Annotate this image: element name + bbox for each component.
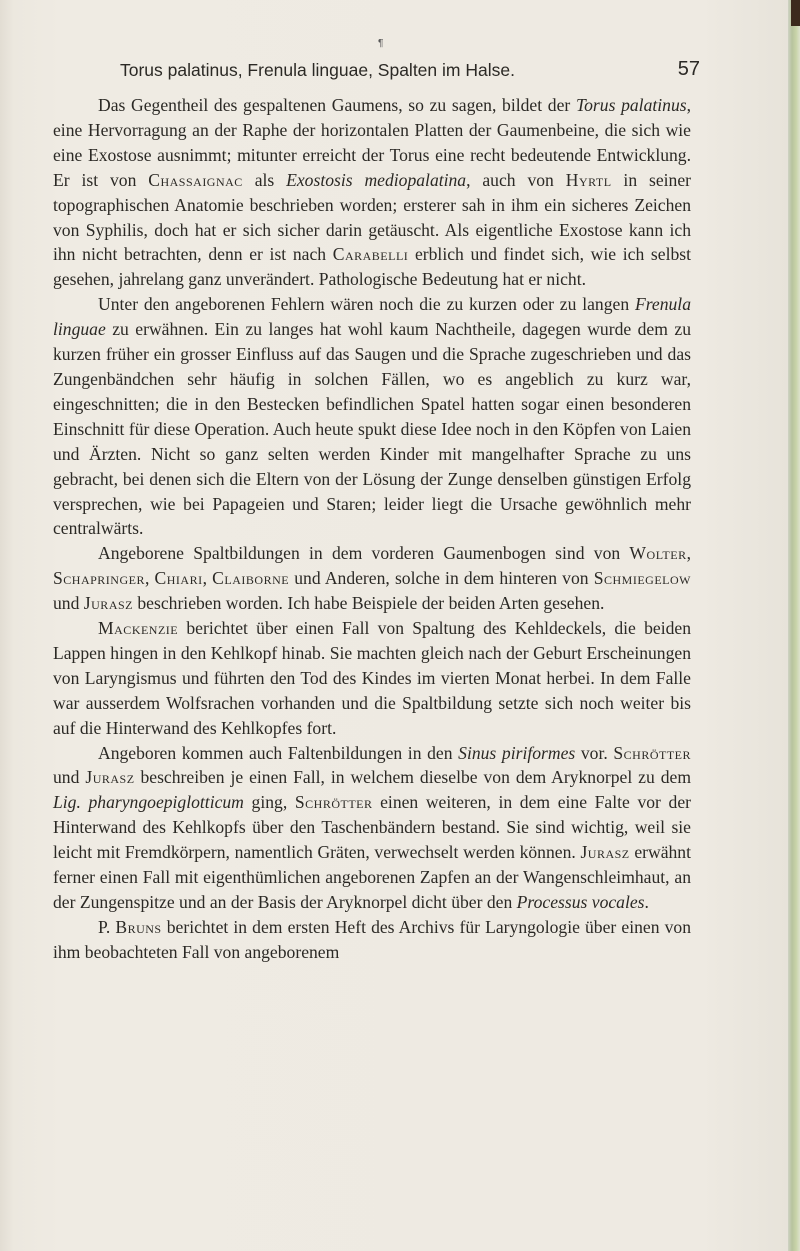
- author-name: Bruns: [115, 916, 162, 937]
- running-title: Torus palatinus, Frenula linguae, Spalten im Halse.: [120, 60, 515, 80]
- text-run: und Anderen, solche in dem hinteren von: [289, 568, 594, 589]
- author-name: Hyrtl: [565, 169, 612, 190]
- text-run: Angeboren kommen auch Faltenbildungen in den: [98, 742, 459, 763]
- text-run: vor.: [575, 742, 614, 763]
- italic-term: Frenula linguae: [53, 294, 691, 340]
- text-run: in seiner topographischen Anatomie beschrieben worden; ersterer sah in ihm ein sicheres Zeichen von Syphilis, doch hat er sich sicher darin getäuscht. Als eigentliche Exostose kann ich ihn nicht betrachten, denn er ist nach: [53, 169, 691, 265]
- author-name: Carabelli: [332, 244, 409, 265]
- page-edge-corner: [791, 0, 800, 26]
- text-run: beschreiben je einen Fall, in welchem dieselbe von dem Aryknorpel zu dem: [134, 767, 691, 788]
- text-run: einen weiteren, in dem eine Falte vor der Hinterwand des Kehlkopfs über den Taschenbändern bestand. Sie sind wichtig, weil sie leicht mit Fremdkörpern, namentlich Gräten, verwechselt werden können.: [53, 792, 692, 863]
- text-run: als: [242, 169, 287, 190]
- text-run: und: [53, 767, 86, 788]
- text-run: .: [644, 892, 649, 912]
- paragraph: [53, 292, 691, 541]
- text-run: ,: [202, 568, 213, 589]
- text-run: berichtet über einen Fall von Spaltung des Kehldeckels, die beiden Lappen hingen in den Kehlkopf hinab. Sie machten gleich nach der Geburt Erscheinungen von Laryngismus und führten den Tod des Kindes im vierten Monat herbei. In dem Falle war ausserdem Wolfsrachen vorhanden und die Spaltbildung setzte sich noch weiter bis auf die Hinterwand des Kehlkopfes fort.: [53, 618, 691, 738]
- text-run: P.: [98, 916, 116, 937]
- italic-term: Sinus piriformes: [458, 742, 576, 763]
- italic-term: Lig. pharyngoepiglotticum: [53, 792, 244, 813]
- text-run: Unter den angeborenen Fehlern wären noch die zu kurzen oder zu langen: [98, 294, 635, 315]
- author-name: Claiborne: [212, 568, 290, 589]
- text-run: ,: [144, 568, 155, 589]
- text-run: Das Gegentheil des gespaltenen Gaumens, so zu sagen, bildet der: [98, 95, 576, 115]
- text-run: berichtet in dem ersten Heft des Archivs für Laryngologie über einen von ihm beobachteten Fall von angeborenem: [53, 916, 691, 962]
- page-number: 57: [677, 58, 700, 80]
- author-name: Chassaignac: [148, 169, 243, 190]
- text-run: erblich und findet sich, wie ich selbst gesehen, jahrelang ganz unverändert. Pathologische Bedeutung hat er nicht.: [53, 244, 691, 290]
- italic-term: Exostosis mediopalatina: [286, 169, 467, 190]
- text-run: beschrieben worden. Ich habe Beispiele der beiden Arten gesehen.: [132, 593, 605, 614]
- author-name: Schrötter: [613, 742, 691, 763]
- author-name: Chiari: [154, 568, 203, 589]
- paragraph: [53, 93, 691, 292]
- italic-term: Torus palatinus: [575, 95, 687, 115]
- paragraph: [53, 915, 691, 965]
- author-name: Jurasz: [580, 842, 630, 863]
- author-name: Schmiegelow: [593, 568, 691, 589]
- paragraph: [53, 616, 691, 741]
- page-header: [120, 38, 700, 82]
- author-name: Jurasz: [83, 593, 133, 614]
- author-name: Jurasz: [85, 767, 135, 788]
- text-run: Angeborene Spaltbildungen in dem vorderen Gaumenbogen sind von: [98, 543, 630, 564]
- page-edge: [788, 0, 800, 1251]
- author-name: Wolter: [629, 543, 687, 564]
- author-name: Mackenzie: [98, 618, 179, 639]
- body-text: [53, 93, 691, 965]
- text-run: erwähnt ferner einen Fall mit eigenthümlichen angeborenen Zapfen an der Wangenschleimhaut, an der Zungenspitze und an der Basis der Aryknorpel dicht über den: [53, 842, 691, 912]
- text-run: ,: [686, 543, 691, 564]
- text-run: ging,: [243, 792, 295, 813]
- text-run: und: [53, 593, 84, 614]
- text-run: , eine Hervorragung an der Raphe der horizontalen Platten der Gaumenbeine, die sich wie eine Exostose ausnimmt; mitunter erreicht der Torus eine recht bedeutende Entwicklung. Er ist von: [53, 95, 691, 190]
- paragraph: [53, 741, 691, 915]
- author-name: Schrötter: [294, 792, 373, 813]
- author-name: Schapringer: [53, 568, 145, 589]
- text-run: zu erwähnen. Ein zu langes hat wohl kaum Nachtheile, dagegen wurde dem zu kurzen früher ein grosser Einfluss auf das Saugen und die Sprache zugeschrieben und das Zungenbändchen sehr häufig in solchen Fällen, wo es angeblich zu kurz war, eingeschnitten; die in den Bestecken befindlichen Spatel hatten sogar einen besonderen Einschnitt für diese Operation. Auch heute spukt diese Idee noch in den Köpfen von Laien und Ärzten. Nicht so ganz selten werden Kinder mit mangelhafter Sprache zu uns gebracht, bei denen sich die Eltern von der Lösung der Zunge denselben günstigen Erfolg versprechen, wie bei Papageien und Staren; leider liegt die Ursache gewöhnlich mehr centralwärts.: [53, 319, 691, 539]
- paragraph: [53, 541, 691, 616]
- italic-term: Processus vocales: [516, 892, 645, 912]
- margin-mark: ¶: [378, 38, 384, 49]
- text-run: , auch von: [466, 169, 566, 190]
